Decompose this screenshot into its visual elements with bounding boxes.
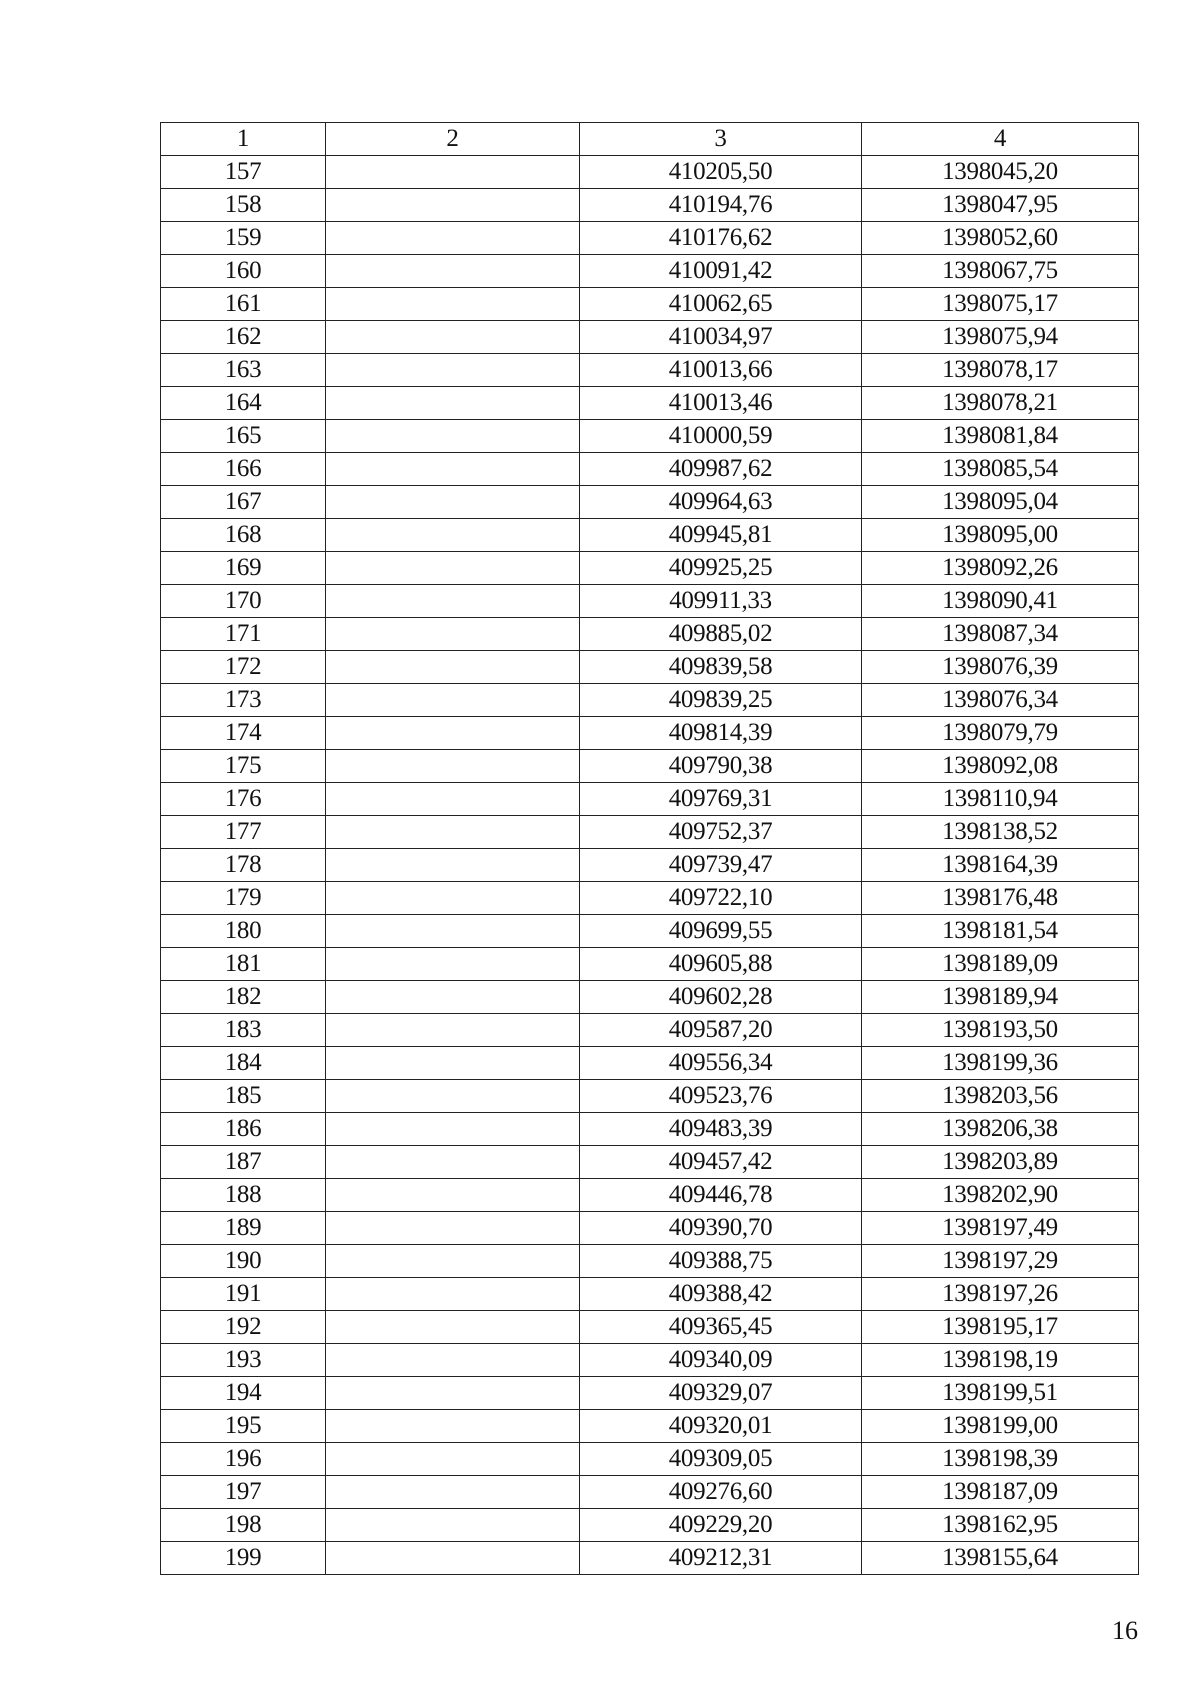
coordinate-y-cell: 1398067,75 [862, 255, 1139, 288]
coordinate-y-cell: 1398155,64 [862, 1542, 1139, 1575]
table-row [161, 1245, 1139, 1278]
table-row [161, 1014, 1139, 1047]
coordinate-x-cell: 410000,59 [580, 420, 862, 453]
coordinate-y-cell: 1398045,20 [862, 156, 1139, 189]
table-row [161, 288, 1139, 321]
coordinate-y-cell: 1398081,84 [862, 420, 1139, 453]
coordinate-y-cell: 1398078,17 [862, 354, 1139, 387]
column-2-cell [326, 354, 580, 387]
column-2-cell [326, 387, 580, 420]
table-row [161, 453, 1139, 486]
point-number-cell: 185 [161, 1080, 326, 1113]
column-2-cell [326, 981, 580, 1014]
coordinate-y-cell: 1398092,08 [862, 750, 1139, 783]
table-row [161, 1179, 1139, 1212]
coordinates-table [160, 122, 1139, 1575]
coordinate-y-cell: 1398095,04 [862, 486, 1139, 519]
point-number-cell: 188 [161, 1179, 326, 1212]
column-2-cell [326, 915, 580, 948]
coordinate-x-cell: 409309,05 [580, 1443, 862, 1476]
column-2-cell [326, 321, 580, 354]
point-number-cell: 159 [161, 222, 326, 255]
table-row [161, 387, 1139, 420]
coordinate-y-cell: 1398181,54 [862, 915, 1139, 948]
coordinate-y-cell: 1398090,41 [862, 585, 1139, 618]
point-number-cell: 157 [161, 156, 326, 189]
coordinate-x-cell: 409739,47 [580, 849, 862, 882]
column-2-cell [326, 486, 580, 519]
coordinate-x-cell: 409390,70 [580, 1212, 862, 1245]
coordinate-x-cell: 409523,76 [580, 1080, 862, 1113]
point-number-cell: 178 [161, 849, 326, 882]
table-body [161, 156, 1139, 1575]
point-number-cell: 196 [161, 1443, 326, 1476]
table-row [161, 585, 1139, 618]
column-2-cell [326, 948, 580, 981]
table-row [161, 519, 1139, 552]
column-2-cell [326, 1278, 580, 1311]
column-2-cell [326, 684, 580, 717]
coordinate-x-cell: 409457,42 [580, 1146, 862, 1179]
table-row [161, 321, 1139, 354]
column-header-1: 1 [161, 123, 326, 156]
table-row [161, 915, 1139, 948]
point-number-cell: 198 [161, 1509, 326, 1542]
coordinate-x-cell: 409212,31 [580, 1542, 862, 1575]
table-row [161, 849, 1139, 882]
point-number-cell: 190 [161, 1245, 326, 1278]
point-number-cell: 199 [161, 1542, 326, 1575]
column-2-cell [326, 1245, 580, 1278]
coordinate-y-cell: 1398047,95 [862, 189, 1139, 222]
table-row [161, 1146, 1139, 1179]
coordinate-x-cell: 409722,10 [580, 882, 862, 915]
point-number-cell: 179 [161, 882, 326, 915]
table-row [161, 1278, 1139, 1311]
column-2-cell [326, 1410, 580, 1443]
point-number-cell: 177 [161, 816, 326, 849]
column-2-cell [326, 1113, 580, 1146]
coordinate-y-cell: 1398164,39 [862, 849, 1139, 882]
point-number-cell: 183 [161, 1014, 326, 1047]
point-number-cell: 158 [161, 189, 326, 222]
column-header-3: 3 [580, 123, 862, 156]
table-row [161, 1542, 1139, 1575]
column-2-cell [326, 288, 580, 321]
coordinate-x-cell: 410013,46 [580, 387, 862, 420]
coordinate-y-cell: 1398203,89 [862, 1146, 1139, 1179]
column-header-4: 4 [862, 123, 1139, 156]
coordinate-x-cell: 410034,97 [580, 321, 862, 354]
point-number-cell: 165 [161, 420, 326, 453]
column-2-cell [326, 519, 580, 552]
point-number-cell: 160 [161, 255, 326, 288]
coordinate-y-cell: 1398075,94 [862, 321, 1139, 354]
coordinate-x-cell: 410194,76 [580, 189, 862, 222]
coordinate-y-cell: 1398198,19 [862, 1344, 1139, 1377]
column-2-cell [326, 255, 580, 288]
column-2-cell [326, 1047, 580, 1080]
point-number-cell: 192 [161, 1311, 326, 1344]
column-2-cell [326, 849, 580, 882]
column-2-cell [326, 1509, 580, 1542]
point-number-cell: 166 [161, 453, 326, 486]
coordinate-x-cell: 409388,42 [580, 1278, 862, 1311]
point-number-cell: 161 [161, 288, 326, 321]
coordinate-y-cell: 1398187,09 [862, 1476, 1139, 1509]
coordinate-x-cell: 409605,88 [580, 948, 862, 981]
coordinate-y-cell: 1398197,29 [862, 1245, 1139, 1278]
coordinate-x-cell: 409446,78 [580, 1179, 862, 1212]
coordinate-x-cell: 409814,39 [580, 717, 862, 750]
column-2-cell [326, 816, 580, 849]
coordinate-x-cell: 409987,62 [580, 453, 862, 486]
coordinate-y-cell: 1398079,79 [862, 717, 1139, 750]
point-number-cell: 162 [161, 321, 326, 354]
coordinate-y-cell: 1398198,39 [862, 1443, 1139, 1476]
point-number-cell: 195 [161, 1410, 326, 1443]
column-2-cell [326, 1344, 580, 1377]
point-number-cell: 169 [161, 552, 326, 585]
column-2-cell [326, 156, 580, 189]
coordinate-y-cell: 1398199,36 [862, 1047, 1139, 1080]
coordinate-y-cell: 1398162,95 [862, 1509, 1139, 1542]
column-2-cell [326, 618, 580, 651]
coordinate-y-cell: 1398085,54 [862, 453, 1139, 486]
coordinate-y-cell: 1398206,38 [862, 1113, 1139, 1146]
coordinate-x-cell: 409483,39 [580, 1113, 862, 1146]
table-row [161, 156, 1139, 189]
column-2-cell [326, 882, 580, 915]
table-row [161, 882, 1139, 915]
table-row [161, 1344, 1139, 1377]
point-number-cell: 163 [161, 354, 326, 387]
column-2-cell [326, 750, 580, 783]
coordinate-x-cell: 409556,34 [580, 1047, 862, 1080]
table-row [161, 1443, 1139, 1476]
coordinate-x-cell: 409911,33 [580, 585, 862, 618]
point-number-cell: 187 [161, 1146, 326, 1179]
column-2-cell [326, 189, 580, 222]
point-number-cell: 167 [161, 486, 326, 519]
column-2-cell [326, 1212, 580, 1245]
column-2-cell [326, 783, 580, 816]
point-number-cell: 193 [161, 1344, 326, 1377]
table-header-row [161, 123, 1139, 156]
point-number-cell: 175 [161, 750, 326, 783]
coordinate-x-cell: 410013,66 [580, 354, 862, 387]
table-row [161, 420, 1139, 453]
point-number-cell: 180 [161, 915, 326, 948]
coordinate-x-cell: 409839,25 [580, 684, 862, 717]
table-row [161, 552, 1139, 585]
coordinate-y-cell: 1398075,17 [862, 288, 1139, 321]
coordinate-x-cell: 409276,60 [580, 1476, 862, 1509]
coordinate-y-cell: 1398138,52 [862, 816, 1139, 849]
coordinate-x-cell: 410062,65 [580, 288, 862, 321]
coordinate-x-cell: 409587,20 [580, 1014, 862, 1047]
coordinate-y-cell: 1398193,50 [862, 1014, 1139, 1047]
coordinate-x-cell: 409340,09 [580, 1344, 862, 1377]
point-number-cell: 186 [161, 1113, 326, 1146]
coordinate-y-cell: 1398189,94 [862, 981, 1139, 1014]
table-row [161, 816, 1139, 849]
column-2-cell [326, 1179, 580, 1212]
coordinate-y-cell: 1398197,26 [862, 1278, 1139, 1311]
column-2-cell [326, 1080, 580, 1113]
coordinate-y-cell: 1398078,21 [862, 387, 1139, 420]
column-2-cell [326, 1146, 580, 1179]
coordinate-x-cell: 409699,55 [580, 915, 862, 948]
column-2-cell [326, 552, 580, 585]
point-number-cell: 171 [161, 618, 326, 651]
point-number-cell: 184 [161, 1047, 326, 1080]
table-row [161, 354, 1139, 387]
point-number-cell: 197 [161, 1476, 326, 1509]
coordinate-x-cell: 409945,81 [580, 519, 862, 552]
table-row [161, 783, 1139, 816]
column-header-2: 2 [326, 123, 580, 156]
coordinate-y-cell: 1398095,00 [862, 519, 1139, 552]
point-number-cell: 191 [161, 1278, 326, 1311]
coordinate-x-cell: 409964,63 [580, 486, 862, 519]
coordinate-x-cell: 410176,62 [580, 222, 862, 255]
coordinate-x-cell: 409885,02 [580, 618, 862, 651]
table-row [161, 255, 1139, 288]
point-number-cell: 174 [161, 717, 326, 750]
table-row [161, 1080, 1139, 1113]
coordinate-x-cell: 409329,07 [580, 1377, 862, 1410]
coordinate-x-cell: 409839,58 [580, 651, 862, 684]
coordinate-y-cell: 1398087,34 [862, 618, 1139, 651]
coordinate-y-cell: 1398176,48 [862, 882, 1139, 915]
coordinate-x-cell: 409229,20 [580, 1509, 862, 1542]
column-2-cell [326, 453, 580, 486]
table-row [161, 717, 1139, 750]
coordinate-x-cell: 410205,50 [580, 156, 862, 189]
column-2-cell [326, 1014, 580, 1047]
table-row [161, 1410, 1139, 1443]
coordinate-x-cell: 409925,25 [580, 552, 862, 585]
table-row [161, 222, 1139, 255]
point-number-cell: 181 [161, 948, 326, 981]
coordinate-x-cell: 409752,37 [580, 816, 862, 849]
coordinate-y-cell: 1398092,26 [862, 552, 1139, 585]
point-number-cell: 172 [161, 651, 326, 684]
table-row [161, 1113, 1139, 1146]
table-row [161, 948, 1139, 981]
point-number-cell: 173 [161, 684, 326, 717]
column-2-cell [326, 222, 580, 255]
point-number-cell: 189 [161, 1212, 326, 1245]
column-2-cell [326, 585, 580, 618]
column-2-cell [326, 1443, 580, 1476]
table-row [161, 1377, 1139, 1410]
column-2-cell [326, 1377, 580, 1410]
coordinate-x-cell: 409790,38 [580, 750, 862, 783]
table-row [161, 750, 1139, 783]
coordinate-y-cell: 1398199,00 [862, 1410, 1139, 1443]
coordinate-y-cell: 1398110,94 [862, 783, 1139, 816]
column-2-cell [326, 1476, 580, 1509]
coordinate-y-cell: 1398076,34 [862, 684, 1139, 717]
table-row [161, 618, 1139, 651]
coordinate-y-cell: 1398203,56 [862, 1080, 1139, 1113]
coordinate-y-cell: 1398199,51 [862, 1377, 1139, 1410]
point-number-cell: 168 [161, 519, 326, 552]
point-number-cell: 164 [161, 387, 326, 420]
column-2-cell [326, 717, 580, 750]
coordinate-x-cell: 409365,45 [580, 1311, 862, 1344]
point-number-cell: 194 [161, 1377, 326, 1410]
coordinate-x-cell: 409388,75 [580, 1245, 862, 1278]
coordinate-y-cell: 1398052,60 [862, 222, 1139, 255]
table-row [161, 486, 1139, 519]
column-2-cell [326, 1311, 580, 1344]
table-row [161, 1509, 1139, 1542]
point-number-cell: 176 [161, 783, 326, 816]
table-row [161, 1212, 1139, 1245]
coordinate-x-cell: 410091,42 [580, 255, 862, 288]
table-row [161, 189, 1139, 222]
table-row [161, 1311, 1139, 1344]
table-row [161, 1476, 1139, 1509]
coordinate-y-cell: 1398197,49 [862, 1212, 1139, 1245]
column-2-cell [326, 1542, 580, 1575]
point-number-cell: 170 [161, 585, 326, 618]
coordinate-x-cell: 409602,28 [580, 981, 862, 1014]
coordinate-y-cell: 1398202,90 [862, 1179, 1139, 1212]
column-2-cell [326, 420, 580, 453]
coordinate-y-cell: 1398195,17 [862, 1311, 1139, 1344]
page-number: 16 [1112, 1616, 1138, 1645]
table-row [161, 981, 1139, 1014]
table-row [161, 684, 1139, 717]
coordinate-y-cell: 1398189,09 [862, 948, 1139, 981]
table-row [161, 1047, 1139, 1080]
coordinate-y-cell: 1398076,39 [862, 651, 1139, 684]
column-2-cell [326, 651, 580, 684]
point-number-cell: 182 [161, 981, 326, 1014]
table-row [161, 651, 1139, 684]
coordinate-x-cell: 409769,31 [580, 783, 862, 816]
coordinate-x-cell: 409320,01 [580, 1410, 862, 1443]
